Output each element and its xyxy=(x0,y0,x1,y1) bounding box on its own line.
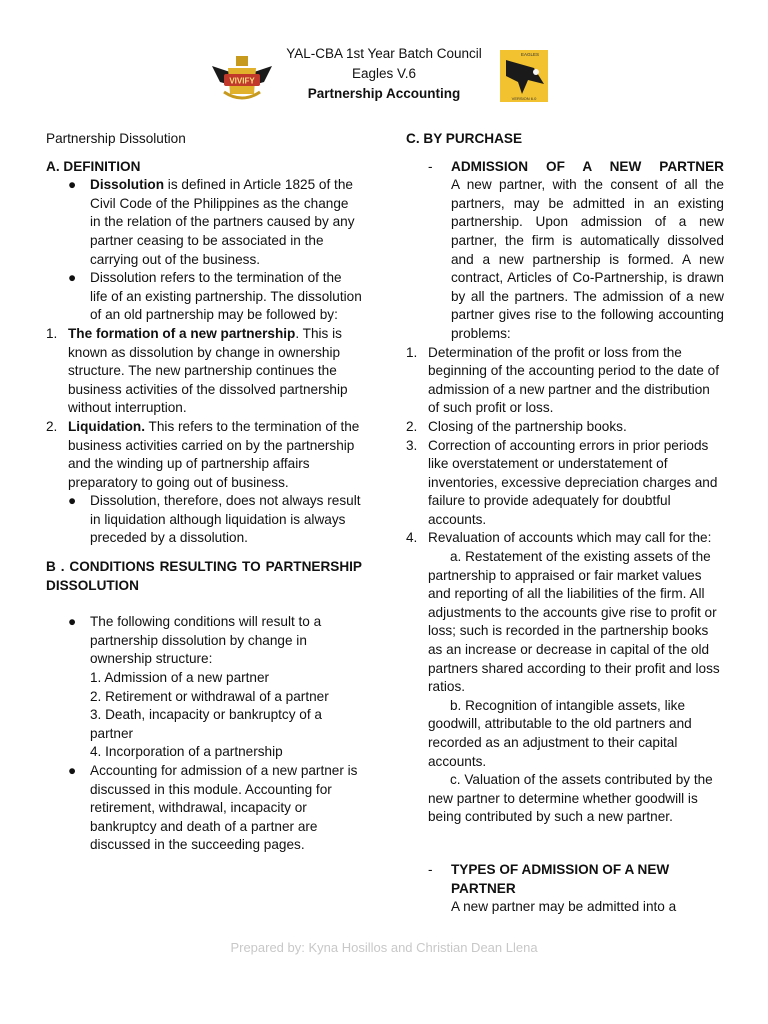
bullet-item: ● Accounting for admission of a new partner is discussed in this module. Accounting for retirement, withdrawal, incapacity or bankruptcy and death of a partner are discussed in the succeeding pages. xyxy=(68,763,358,853)
header-subject: Partnership Accounting xyxy=(307,86,461,101)
bullet-icon: ● xyxy=(68,763,77,778)
admission-text: A new partner, with the consent of all the partners, may be admitted in an existing partnership. Upon admission of a new partner, the firm is automatically dissolved and a new partnership is formed. A new contract, Articles of Co-Partnership, is drawn by all the partners. The admission of a new partner gives rise to the following accounting problems: xyxy=(451,177,724,341)
numbered-item: 2. Closing of the partnership books. xyxy=(406,418,627,434)
dash-item-types xyxy=(406,861,724,917)
dash-icon: - xyxy=(428,158,433,174)
sub-item-a: a. Restatement of the existing assets of the partnership to appraised or fair market values and reporting of all the liabilities of the firm. All adjustments to the accounts give rise to profit or loss; such is recorded in the partnership books as an increase or decrease in capital of the old partners shared according to their profit and loss ratios. xyxy=(428,549,720,695)
header-eagles: Eagles V.6 xyxy=(351,66,417,81)
bullet-item: ● Dissolution refers to the termination of the life of an existing partnership. The dissolution of an old partnership may be followed by: xyxy=(68,270,362,323)
right-column xyxy=(406,130,724,917)
section-title-purchase: C. BY PURCHASE xyxy=(406,131,523,146)
svg-text:VERSION 6.0: VERSION 6.0 xyxy=(511,96,537,101)
numbered-item: 1. The formation of a new partnership. This is known as dissolution by change in ownership structure. The new partnership continues the business activities of the dissolved partnership without interruption. xyxy=(46,325,348,416)
condition-list xyxy=(90,669,362,762)
svg-text:EAGLES: EAGLES xyxy=(520,52,540,57)
left-column xyxy=(46,130,362,855)
bullet-icon: ● xyxy=(68,177,77,193)
vivify-logo xyxy=(210,52,274,106)
bullet-icon: ● xyxy=(68,270,77,286)
dash-item-admission xyxy=(406,158,724,344)
numbered-item: 3. Correction of accounting errors in prior periods like overstatement or understatement of inventories, excessive depreciation charges and failure to provide adequately for doubtful accounts. xyxy=(406,437,718,527)
numbered-item: 4. Revaluation of accounts which may call for the: a. Restatement of the existing assets of the partnership to appraised or fair market values and reporting of all the liabilities of the firm. All adjustments to the accounts give rise to profit or loss; such is recorded in the partnership books as an increase or decrease in capital of the old partners shared according to their profit and loss ratios. b. Recognition of intangible assets, like goodwill, attributable to the old partners and recorded as an adjustment to their capital accounts. c. Valuation of the assets contributed by the new partner to determine whether goodwill is being contributed by such a new partner. xyxy=(406,529,724,827)
section-title-dissolution: Partnership Dissolution xyxy=(46,131,186,146)
bullet-icon: ● xyxy=(68,493,77,509)
eagles-logo xyxy=(500,50,548,102)
sub-item-c: c. Valuation of the assets contributed by the new partner to determine whether goodwill is being contributed by such a new partner. xyxy=(428,772,713,825)
document-header xyxy=(0,44,768,104)
numbered-item: 1. Determination of the profit or loss from the beginning of the accounting period to the date of admission of a new partner and the distribution of such profit or loss. xyxy=(406,344,719,416)
header-council: YAL-CBA 1st Year Batch Council xyxy=(286,46,482,61)
bullet-item: ● The following conditions will result to a partnership dissolution by change in ownership structure: 1. Admission of a new partner 2. Retirement or withdrawal of a partner 3. Death, incapacity or bankruptcy of a partner 4. Incorporation of a partnership xyxy=(46,613,362,762)
bullet-item: ● Dissolution, therefore, does not always result in liquidation although liquidation is always preceded by a dissolution. xyxy=(68,493,361,546)
svg-text:VIVIFY: VIVIFY xyxy=(229,76,255,86)
list-item: 4. Incorporation of a partnership xyxy=(90,744,283,760)
sub-item-b: b. Recognition of intangible assets, like goodwill, attributable to the old partners and recorded as an adjustment to their capital accounts. xyxy=(428,697,692,769)
list-item: 3. Death, incapacity or bankruptcy of a partner xyxy=(90,707,322,741)
list-item: 1. Admission of a new partner xyxy=(90,670,270,686)
footer-credit: Prepared by: Kyna Hosillos and Christian Dean Llena xyxy=(230,940,538,955)
heading-definition: A. DEFINITION xyxy=(46,158,141,174)
bullet-item: ● Dissolution is defined in Article 1825 of the Civil Code of the Philippines as the change in the relation of the partners caused by any partner ceasing to be associated in the carrying out of the business. xyxy=(68,177,355,267)
bullet-icon: ● xyxy=(68,614,77,630)
dash-icon: - xyxy=(428,861,433,877)
numbered-item: 2. Liquidation. This refers to the termination of the business activities carried on by the partnership and the winding up of partnership affairs preparatory to going out of business. xyxy=(46,418,360,490)
heading-conditions: B . CONDITIONS RESULTING TO PARTNERSHIP DISSOLUTION xyxy=(46,559,362,593)
heading-admission: ADMISSION OF A NEW PARTNER xyxy=(451,158,724,174)
list-item: 2. Retirement or withdrawal of a partner xyxy=(90,688,329,704)
types-text: A new partner may be admitted into a xyxy=(451,899,677,915)
heading-types: TYPES OF ADMISSION OF A NEW PARTNER xyxy=(451,861,670,896)
